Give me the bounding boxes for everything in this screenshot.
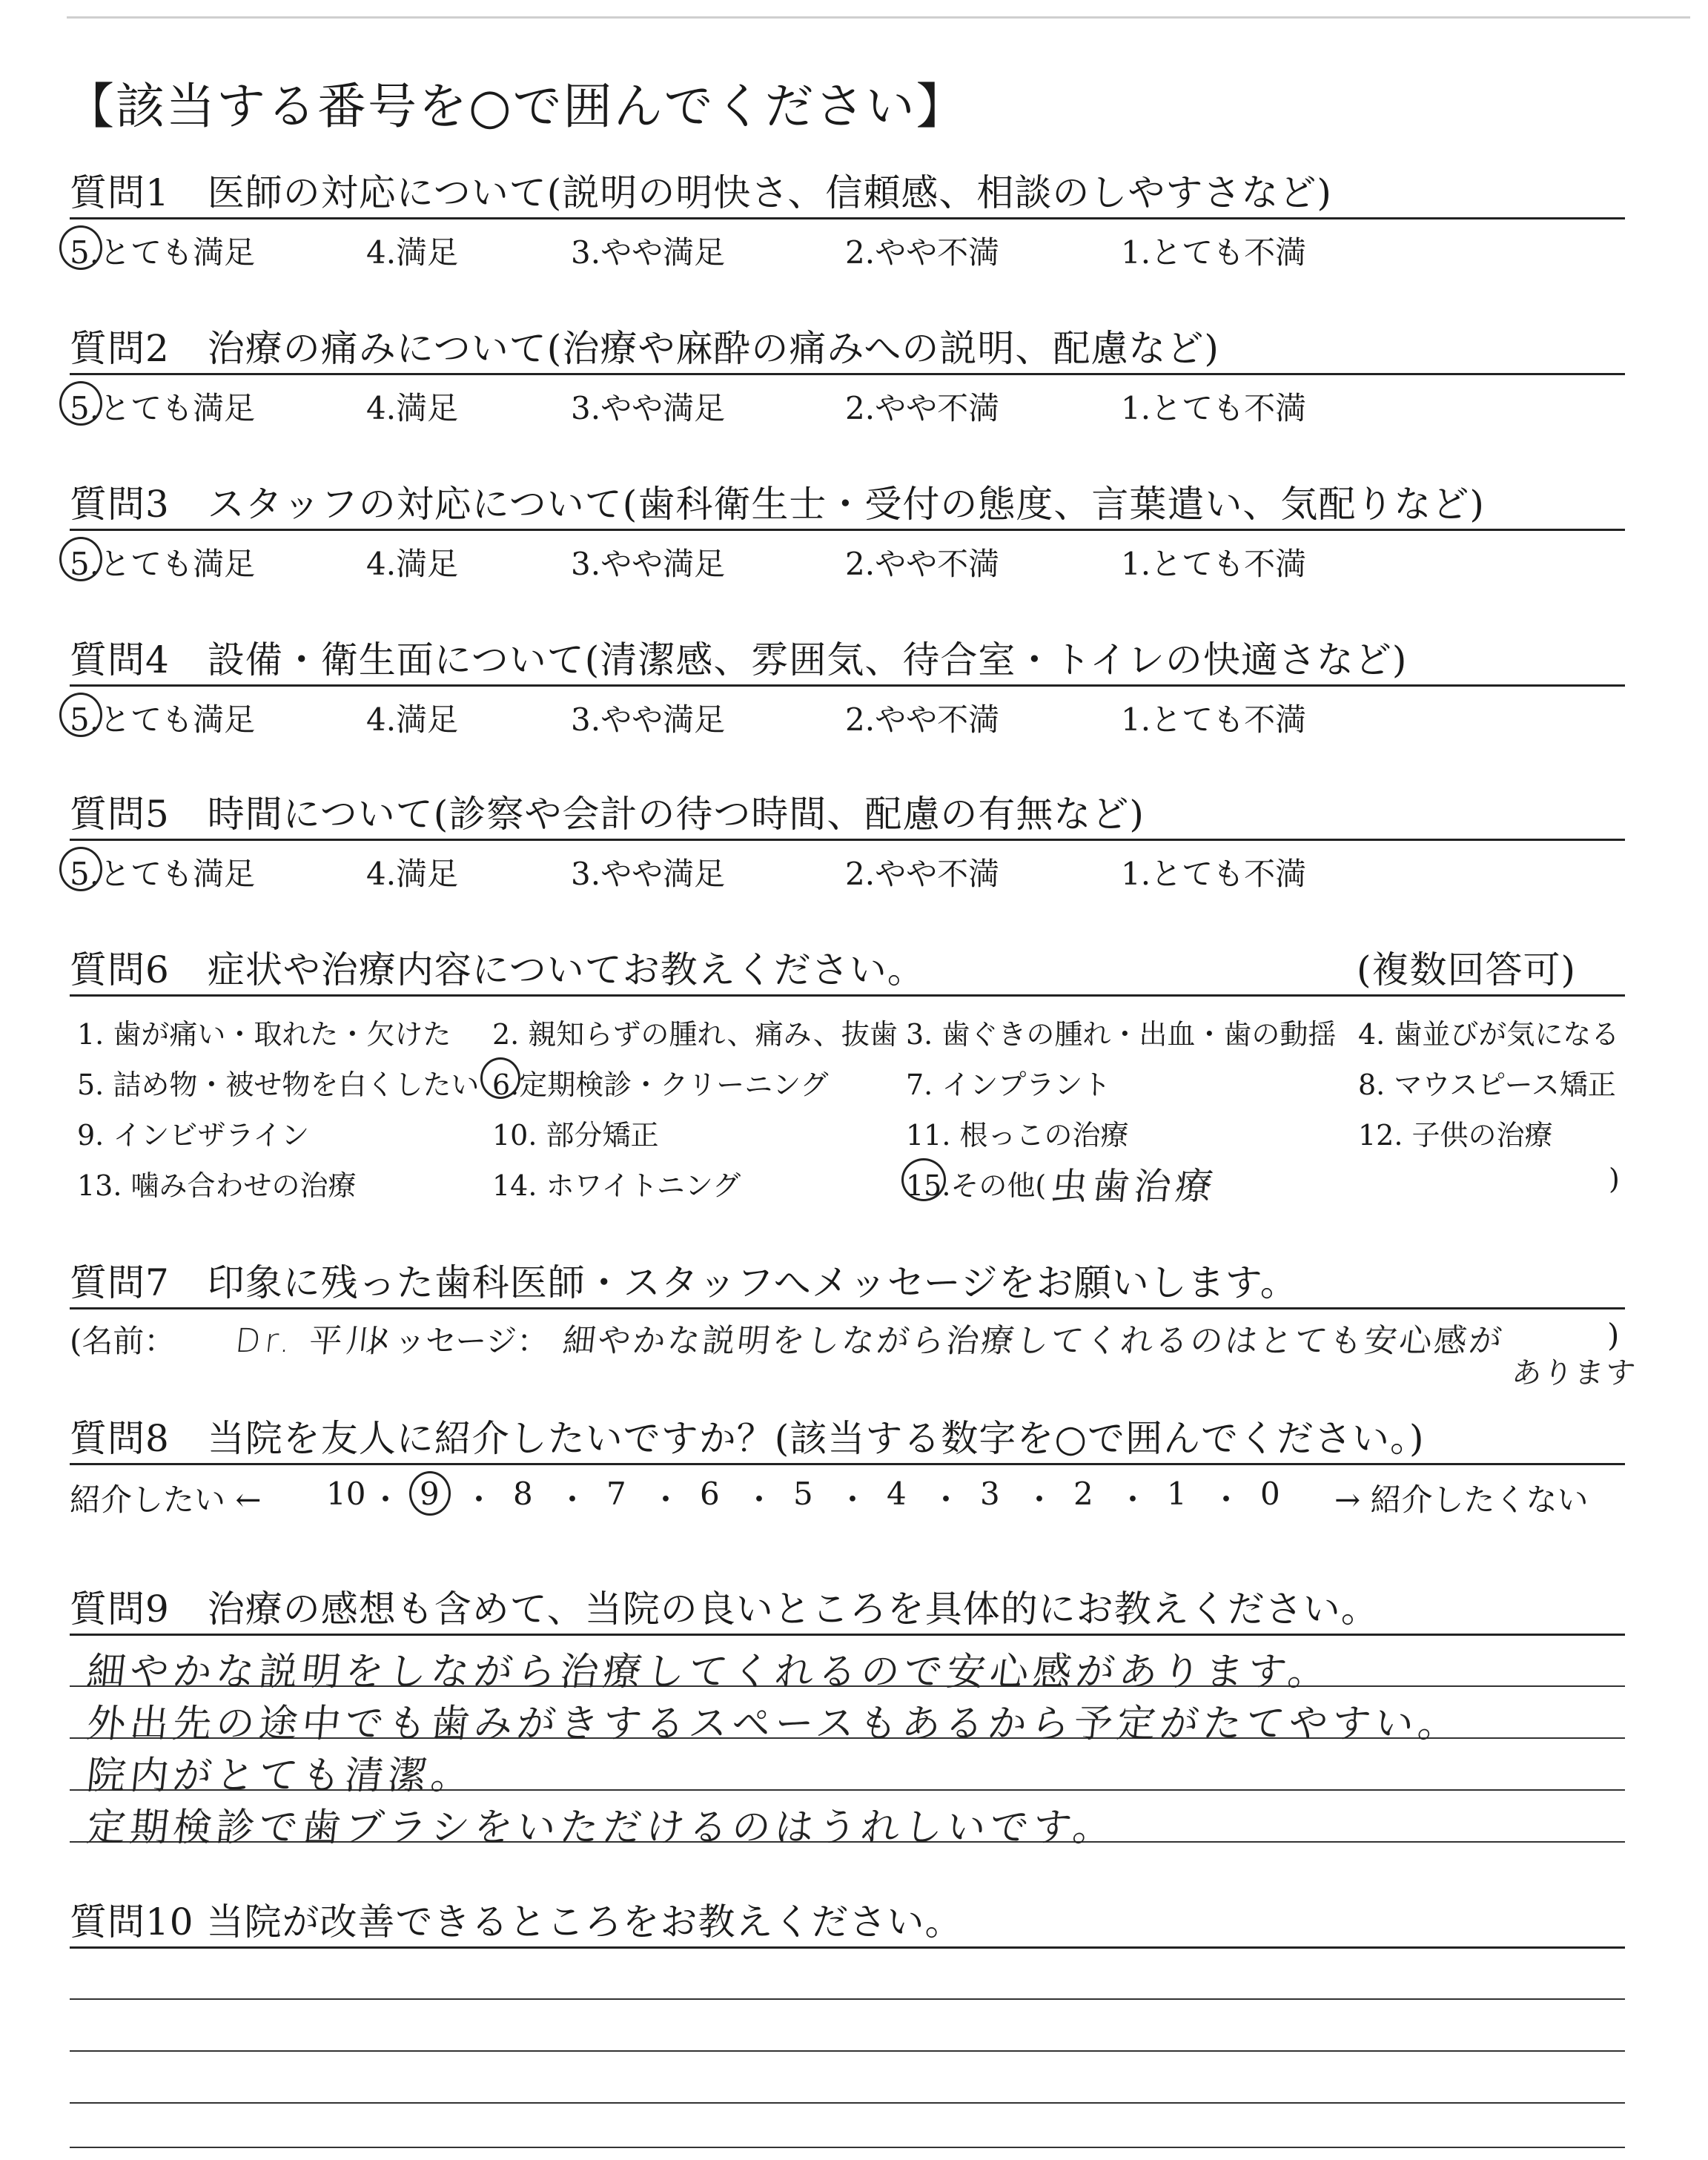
q10-answer-line-3[interactable]	[70, 2102, 1625, 2104]
q7-message-label: メッセージ：	[363, 1323, 549, 1359]
q9-answer-2: 外出先の途中でも歯みがきするスペースもあるから予定がたてやすい。	[85, 1702, 1463, 1746]
q1-option-2[interactable]: 2.やや不満	[845, 234, 1000, 271]
q6-option-10[interactable]: 10. 部分矯正	[492, 1119, 659, 1152]
form-instruction: 【該当する番号を○で囲んでください】	[65, 78, 967, 135]
q8-scale-separator: ・	[837, 1482, 869, 1518]
q8-scale-separator: ・	[930, 1482, 962, 1518]
q10-answer-line-4[interactable]	[70, 2147, 1625, 2148]
q6-option-2[interactable]: 2. 親知らずの腫れ、痛み、抜歯	[492, 1018, 898, 1051]
q1-option-3[interactable]: 3.やや満足	[571, 234, 726, 271]
q8-scale-separator: ・	[650, 1482, 682, 1518]
q8-selection-circle	[409, 1471, 451, 1516]
q2-option-1[interactable]: 1.とても不満	[1121, 390, 1307, 426]
q6-rule	[70, 994, 1625, 997]
q8-title: 質問8 当院を友人に紹介したいですか？(該当する数字を○で囲んでください。)	[70, 1417, 1425, 1460]
q6-option-15[interactable]: 15.その他(	[906, 1169, 1047, 1202]
q9-answer-1: 細やかな説明をしながら治療してくれるので安心感があります。	[85, 1650, 1334, 1694]
q3-option-5[interactable]: 5.とても満足	[70, 546, 256, 582]
q6-option-8[interactable]: 8. マウスピース矯正	[1358, 1069, 1616, 1101]
q7-message-handwritten-cont: あります	[1510, 1356, 1639, 1390]
q6-title: 質問6 症状や治療内容についてお教えください。	[70, 948, 925, 991]
q6-multiple-note: (複数回答可)	[1357, 948, 1577, 991]
q8-rule	[70, 1463, 1625, 1465]
q6-selection-circle-15	[901, 1158, 946, 1201]
q1-option-4[interactable]: 4.満足	[366, 234, 459, 271]
q3-option-1[interactable]: 1.とても不満	[1121, 546, 1307, 582]
q2-rule	[70, 373, 1625, 375]
q10-rule	[70, 1946, 1625, 1949]
q6-option-14[interactable]: 14. ホワイトニング	[492, 1169, 741, 1202]
q3-option-3[interactable]: 3.やや満足	[571, 546, 726, 582]
q5-rule	[70, 839, 1625, 841]
q5-option-1[interactable]: 1.とても不満	[1121, 856, 1307, 892]
q6-option-12[interactable]: 12. 子供の治療	[1358, 1119, 1553, 1152]
q3-selection-circle	[59, 537, 102, 581]
q2-option-4[interactable]: 4.満足	[366, 390, 459, 426]
q8-scale-value-3[interactable]: 3	[980, 1476, 1000, 1512]
q4-title: 質問4 設備・衛生面について(清潔感、雰囲気、待合室・トイレの快適さなど)	[70, 638, 1408, 681]
q7-message-handwritten: 細やかな説明をしながら治療してくれるのはとても安心感が	[560, 1322, 1506, 1360]
q5-title: 質問5 時間について(診察や会計の待つ時間、配慮の有無など)	[70, 793, 1145, 836]
q1-option-5[interactable]: 5.とても満足	[70, 234, 256, 271]
q5-option-5[interactable]: 5.とても満足	[70, 856, 256, 892]
q6-option-1[interactable]: 1. 歯が痛い・取れた・欠けた	[77, 1018, 451, 1051]
q8-scale-separator: ・	[1211, 1482, 1242, 1518]
q8-scale-value-0[interactable]: 0	[1260, 1476, 1280, 1512]
q5-option-2[interactable]: 2.やや不満	[845, 856, 1000, 892]
q3-option-4[interactable]: 4.満足	[366, 546, 459, 582]
q3-rule	[70, 529, 1625, 531]
q2-selection-circle	[59, 381, 102, 426]
q3-option-2[interactable]: 2.やや不満	[845, 546, 1000, 582]
q8-scale-value-8[interactable]: 8	[513, 1476, 533, 1512]
q8-right-label: → 紹介したくない	[1334, 1482, 1589, 1518]
q10-title: 質問10 当院が改善できるところをお教えください。	[70, 1900, 963, 1943]
q8-scale-separator: ・	[463, 1482, 495, 1518]
q6-option-13[interactable]: 13. 噛み合わせの治療	[77, 1169, 357, 1202]
q4-selection-circle	[59, 693, 102, 737]
q5-option-4[interactable]: 4.満足	[366, 856, 459, 892]
q6-other-close-paren: )	[1609, 1163, 1620, 1195]
q6-option-6[interactable]: 6.定期検診・クリーニング	[492, 1069, 829, 1101]
q8-scale-separator: ・	[370, 1482, 402, 1518]
q7-name-label: (名前：	[70, 1323, 176, 1359]
q8-scale-value-2[interactable]: 2	[1073, 1476, 1093, 1512]
q6-other-handwritten: 虫歯治療	[1048, 1165, 1219, 1208]
q6-option-3[interactable]: 3. 歯ぐきの腫れ・出血・歯の動揺	[906, 1018, 1337, 1051]
q4-option-3[interactable]: 3.やや満足	[571, 701, 726, 738]
q3-title: 質問3 スタッフの対応について(歯科衛生士・受付の態度、言葉遣い、気配りなど)	[70, 483, 1485, 526]
q8-scale-separator: ・	[557, 1482, 589, 1518]
q9-rule	[70, 1634, 1625, 1636]
q8-scale-value-4[interactable]: 4	[887, 1476, 907, 1512]
q1-selection-circle	[59, 225, 102, 270]
q7-name-handwritten: Dr. 平川	[233, 1322, 386, 1360]
q10-answer-line-2[interactable]	[70, 2050, 1625, 2052]
top-border	[67, 16, 1690, 19]
q7-title: 質問7 印象に残った歯科医師・スタッフへメッセージをお願いします。	[70, 1261, 1298, 1304]
q9-title: 質問9 治療の感想も含めて、当院の良いところを具体的にお教えください。	[70, 1588, 1379, 1631]
q8-scale-separator: ・	[1117, 1482, 1149, 1518]
q9-answer-4: 定期検診で歯ブラシをいただけるのはうれしいです。	[85, 1806, 1119, 1850]
q8-scale-value-10[interactable]: 10	[326, 1476, 366, 1512]
q8-scale-value-7[interactable]: 7	[606, 1476, 626, 1512]
q6-option-7[interactable]: 7. インプラント	[906, 1069, 1111, 1101]
q8-scale-value-5[interactable]: 5	[793, 1476, 813, 1512]
q6-option-4[interactable]: 4. 歯並びが気になる	[1358, 1018, 1620, 1051]
q6-option-5[interactable]: 5. 詰め物・被せ物を白くしたい	[77, 1069, 480, 1101]
q4-option-1[interactable]: 1.とても不満	[1121, 701, 1307, 738]
q2-title: 質問2 治療の痛みについて(治療や麻酔の痛みへの説明、配慮など)	[70, 327, 1219, 370]
q2-option-3[interactable]: 3.やや満足	[571, 390, 726, 426]
q5-selection-circle	[59, 847, 102, 891]
q8-scale-value-6[interactable]: 6	[700, 1476, 720, 1512]
q1-rule	[70, 217, 1625, 219]
q1-option-1[interactable]: 1.とても不満	[1121, 234, 1307, 271]
q8-left-label: 紹介したい ←	[70, 1482, 262, 1518]
q4-option-2[interactable]: 2.やや不満	[845, 701, 1000, 738]
q8-scale-separator: ・	[1024, 1482, 1056, 1518]
q4-option-5[interactable]: 5.とても満足	[70, 701, 256, 738]
q7-rule	[70, 1307, 1625, 1309]
q6-option-9[interactable]: 9. インビザライン	[77, 1119, 310, 1152]
q4-option-4[interactable]: 4.満足	[366, 701, 459, 738]
q8-scale-separator: ・	[744, 1482, 775, 1518]
q7-close-paren: )	[1607, 1317, 1620, 1353]
q4-rule	[70, 684, 1625, 687]
q9-answer-3: 院内がとても清潔。	[85, 1754, 477, 1798]
q2-option-2[interactable]: 2.やや不満	[845, 390, 1000, 426]
q6-selection-circle-6	[480, 1057, 520, 1099]
q8-scale-value-9[interactable]: 9	[420, 1476, 440, 1512]
q1-title: 質問1 医師の対応について(説明の明快さ、信頼感、相談のしやすさなど)	[70, 171, 1332, 214]
q2-option-5[interactable]: 5.とても満足	[70, 390, 256, 426]
q5-option-3[interactable]: 3.やや満足	[571, 856, 726, 892]
q10-answer-line-1[interactable]	[70, 1998, 1625, 2000]
q6-option-11[interactable]: 11. 根っこの治療	[906, 1119, 1129, 1152]
q8-scale-value-1[interactable]: 1	[1167, 1476, 1187, 1512]
